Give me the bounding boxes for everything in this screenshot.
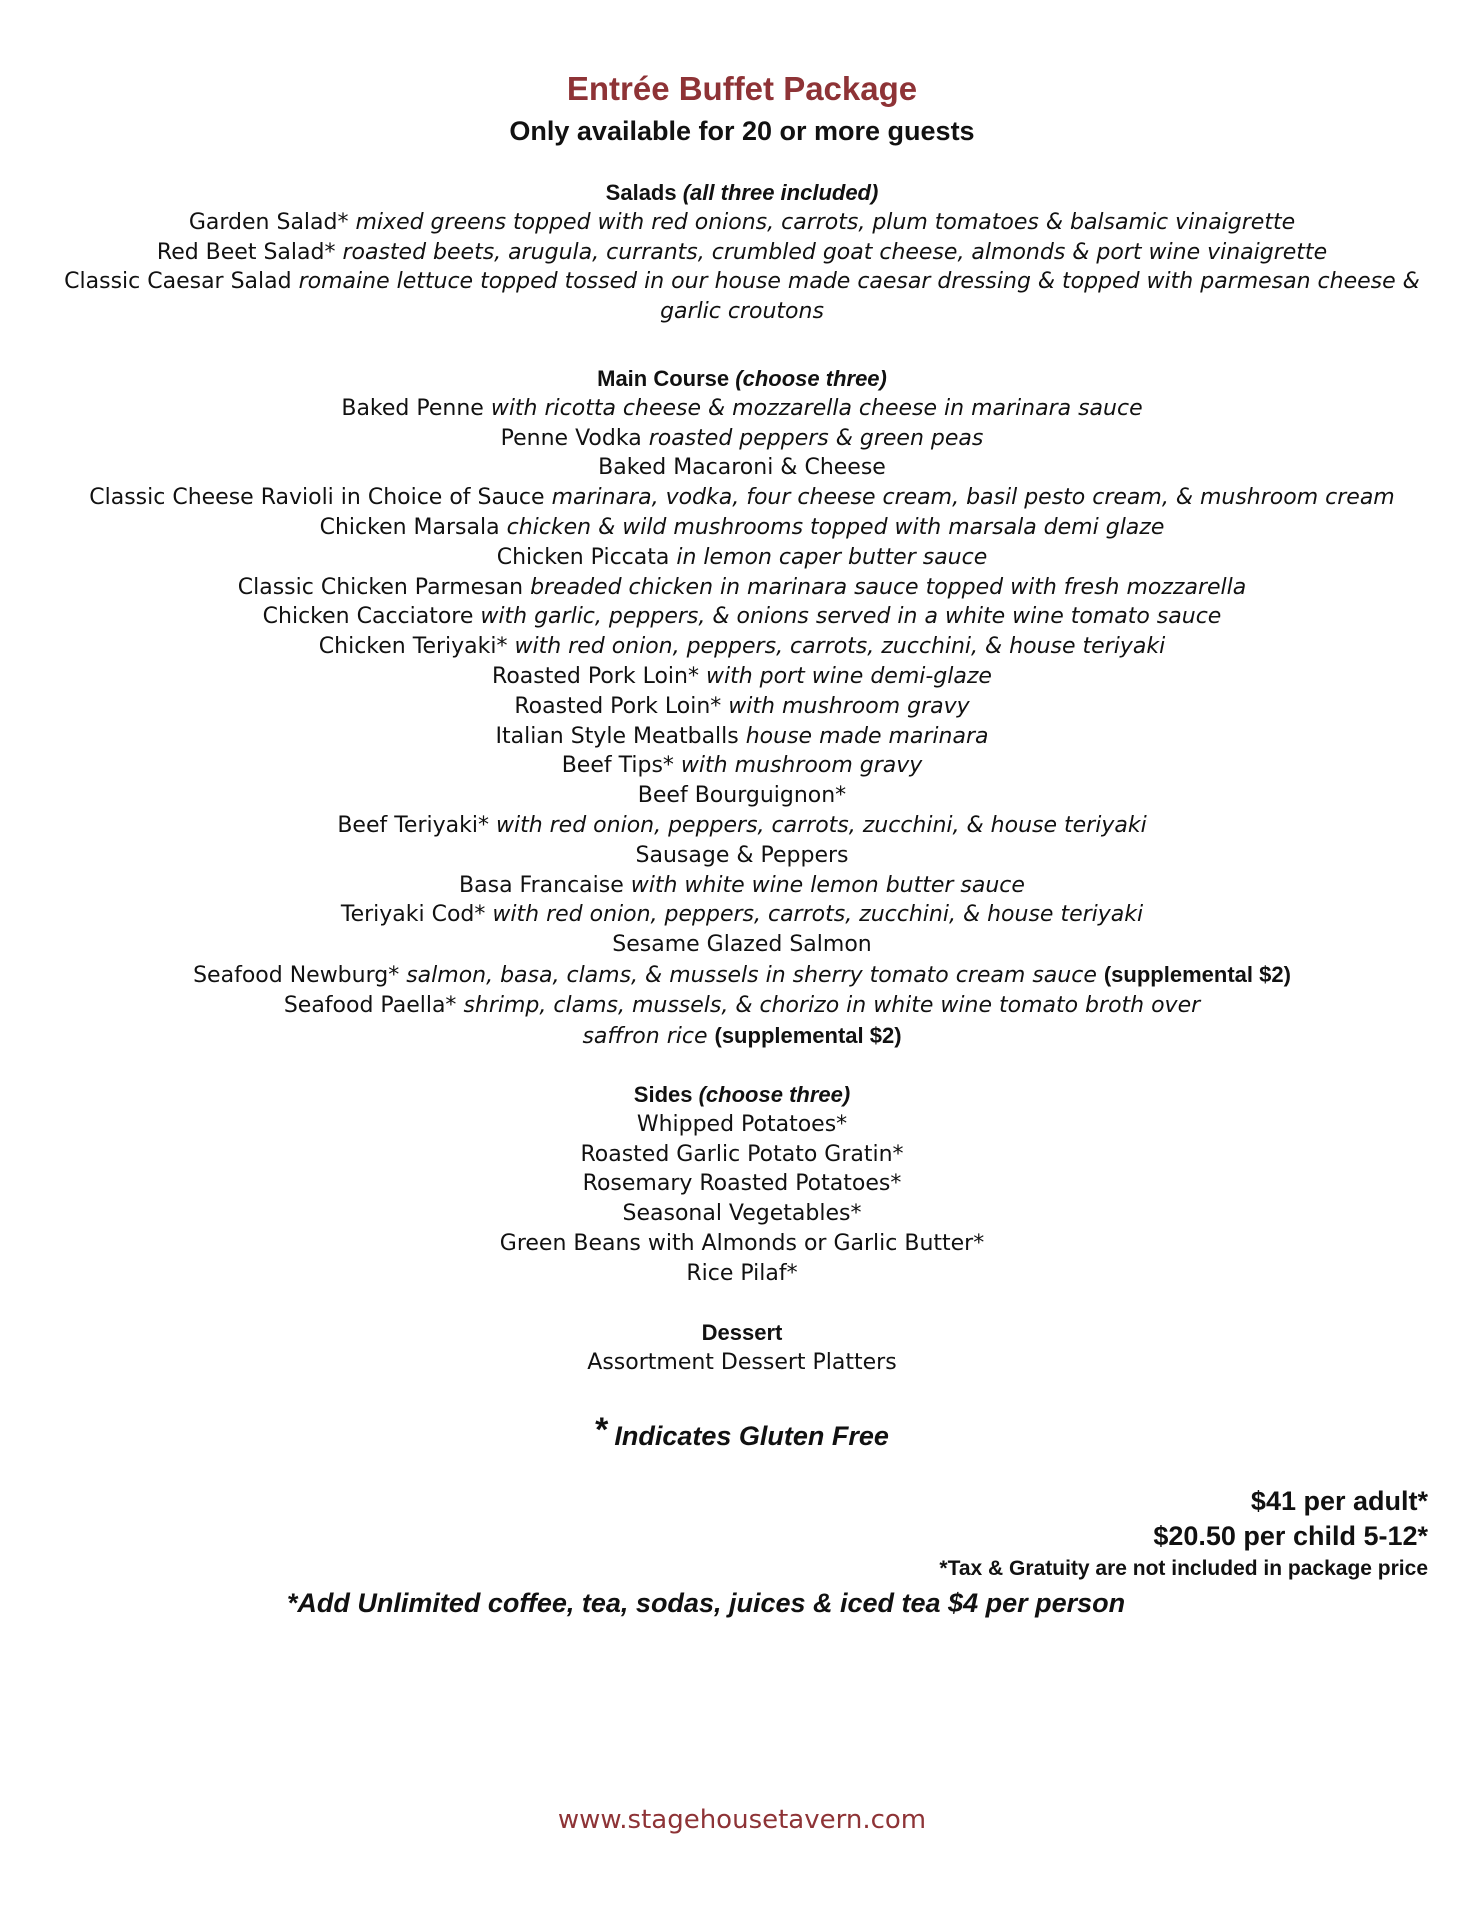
- item-name: Roasted Pork Loin*: [514, 693, 722, 719]
- list-item: [40, 930, 1444, 960]
- list-item: [40, 483, 1444, 513]
- item-description: breaded chicken in marinara sauce topped with fresh mozzarella: [530, 574, 1247, 600]
- item-name: Seafood Newburg*: [193, 962, 400, 988]
- tax-note: *Tax & Gratuity are not included in package price: [939, 1557, 1428, 1580]
- list-item: [40, 662, 1444, 692]
- list-item: [40, 267, 1444, 327]
- item-description: with white wine lemon butter sauce: [630, 872, 1025, 898]
- item-name: Chicken Piccata: [496, 544, 670, 570]
- gluten-free-text: Indicates Gluten Free: [614, 1421, 889, 1451]
- salads-heading: [40, 178, 1444, 208]
- salads-heading-label: Salads: [605, 180, 677, 205]
- website-link[interactable]: www.stagehousetavern.com: [557, 1805, 927, 1835]
- item-name: Italian Style Meatballs: [495, 723, 739, 749]
- list-item: [40, 453, 1444, 483]
- item-description: in lemon caper butter sauce: [676, 544, 988, 570]
- supplemental-price: (supplemental $2): [714, 1022, 902, 1048]
- list-item-continuation: [40, 1021, 1444, 1052]
- item-description: with red onion, peppers, carrots, zucchini, & house teriyaki: [514, 634, 1166, 660]
- item-description: marinara, vodka, four cheese cream, basil pesto cream, & mushroom cream: [551, 485, 1395, 511]
- sides-heading-label: Sides: [633, 1082, 693, 1107]
- item-name: Classic Chicken Parmesan: [237, 574, 524, 600]
- item-description: roasted beets, arugula, currants, crumbled goat cheese, almonds & port wine vinaigrette: [342, 239, 1328, 265]
- item-description: with ricotta cheese & mozzarella cheese in marinara sauce: [490, 395, 1143, 421]
- item-name: Garden Salad*: [188, 209, 349, 235]
- item-description: with garlic, peppers, & onions served in a white wine tomato sauce: [480, 604, 1222, 630]
- item-description: with port wine demi-glaze: [705, 663, 992, 689]
- item-description: chicken & wild mushrooms topped with marsala demi glaze: [506, 514, 1165, 540]
- main-course-heading-label: Main Course: [597, 366, 730, 391]
- list-item: [40, 424, 1444, 454]
- list-item: Assortment Dessert Platters: [587, 1349, 897, 1375]
- list-item: [40, 751, 1444, 781]
- sides-heading: [40, 1080, 1444, 1110]
- item-name: Chicken Teriyaki*: [318, 634, 508, 660]
- list-item: [40, 543, 1444, 573]
- pricing-block: [939, 1484, 1428, 1584]
- list-item: [40, 632, 1444, 662]
- item-name: Seafood Paella*: [283, 992, 457, 1018]
- list-item: [40, 900, 1444, 930]
- list-item: [40, 991, 1444, 1021]
- item-name: Penne Vodka: [500, 425, 642, 451]
- beverage-addon: [0, 1584, 1484, 1622]
- list-item: Roasted Garlic Potato Gratin*: [580, 1141, 904, 1167]
- salads-heading-note: (all three included): [682, 180, 879, 205]
- item-name: Classic Caesar Salad: [64, 269, 292, 295]
- item-description: mixed greens topped with red onions, carrots, plum tomatoes & balsamic vinaigrette: [355, 209, 1296, 235]
- item-name: Sesame Glazed Salmon: [612, 932, 872, 958]
- list-item: [40, 513, 1444, 543]
- item-description: with red onion, peppers, carrots, zucchini, & house teriyaki: [495, 812, 1147, 838]
- item-name: Chicken Marsala: [319, 514, 500, 540]
- list-item: [40, 781, 1444, 811]
- page-subtitle: Only available for 20 or more guests: [509, 116, 975, 146]
- list-item: [40, 841, 1444, 871]
- salads-section: [40, 178, 1444, 327]
- item-description: roasted peppers & green peas: [648, 425, 984, 451]
- dessert-section: [40, 1318, 1444, 1378]
- item-name: Beef Teriyaki*: [337, 812, 489, 838]
- list-item: Rice Pilaf*: [686, 1260, 798, 1286]
- main-course-list: [40, 394, 1444, 991]
- list-item: [40, 871, 1444, 901]
- beverage-addon-text: *Add Unlimited coffee, tea, sodas, juices & iced tea $4 per person: [286, 1588, 1126, 1618]
- item-description: house made marinara: [745, 723, 989, 749]
- item-name: Basa Francaise: [459, 872, 624, 898]
- item-name: Roasted Pork Loin*: [492, 663, 699, 689]
- item-name: Sausage & Peppers: [635, 842, 849, 868]
- gluten-free-note: [40, 1410, 1444, 1456]
- main-course-heading: [40, 364, 1444, 394]
- list-item: [40, 960, 1444, 991]
- page-title: Entrée Buffet Package: [566, 70, 918, 107]
- list-item: [40, 722, 1444, 752]
- list-item: Whipped Potatoes*: [636, 1111, 848, 1137]
- item-name: Chicken Cacciatore: [262, 604, 474, 630]
- asterisk-icon: *: [595, 1411, 609, 1449]
- item-name: Teriyaki Cod*: [340, 902, 486, 928]
- item-name: Beef Tips*: [561, 753, 674, 779]
- list-item: [40, 602, 1444, 632]
- item-description: salmon, basa, clams, & mussels in sherry tomato cream sauce: [406, 962, 1097, 988]
- list-item: Green Beans with Almonds or Garlic Butter*: [499, 1230, 985, 1256]
- item-name: Red Beet Salad*: [156, 239, 336, 265]
- main-course-section: [40, 364, 1444, 1051]
- sides-section: [40, 1080, 1444, 1289]
- list-item: Rosemary Roasted Potatoes*: [582, 1171, 902, 1197]
- supplemental-price: (supplemental $2): [1103, 961, 1291, 987]
- list-item: [40, 208, 1444, 238]
- list-item: Seasonal Vegetables*: [622, 1201, 862, 1227]
- item-description: romaine lettuce topped tossed in our house made caesar dressing & topped with parmesan cheese & garlic croutons: [298, 269, 1420, 325]
- item-description: with mushroom gravy: [728, 693, 970, 719]
- main-course-heading-note: (choose three): [735, 366, 887, 391]
- item-description: with red onion, peppers, carrots, zucchini, & house teriyaki: [492, 902, 1144, 928]
- list-item: [40, 573, 1444, 603]
- list-item: [40, 692, 1444, 722]
- adult-price: $41 per adult*: [1250, 1486, 1428, 1516]
- item-description: saffron rice: [582, 1023, 708, 1049]
- item-name: Beef Bourguignon*: [637, 783, 847, 809]
- item-description: with mushroom gravy: [680, 753, 923, 779]
- dessert-heading: Dessert: [701, 1320, 783, 1345]
- list-item: [40, 811, 1444, 841]
- sides-heading-note: (choose three): [698, 1082, 851, 1107]
- item-name: Baked Macaroni & Cheese: [598, 455, 886, 481]
- list-item: [40, 238, 1444, 268]
- item-name: Baked Penne: [341, 395, 484, 421]
- child-price: $20.50 per child 5-12*: [1153, 1521, 1428, 1551]
- list-item: [40, 394, 1444, 424]
- item-name: Classic Cheese Ravioli in Choice of Sauce: [89, 485, 545, 511]
- item-description: shrimp, clams, mussels, & chorizo in white wine tomato broth over: [463, 992, 1201, 1018]
